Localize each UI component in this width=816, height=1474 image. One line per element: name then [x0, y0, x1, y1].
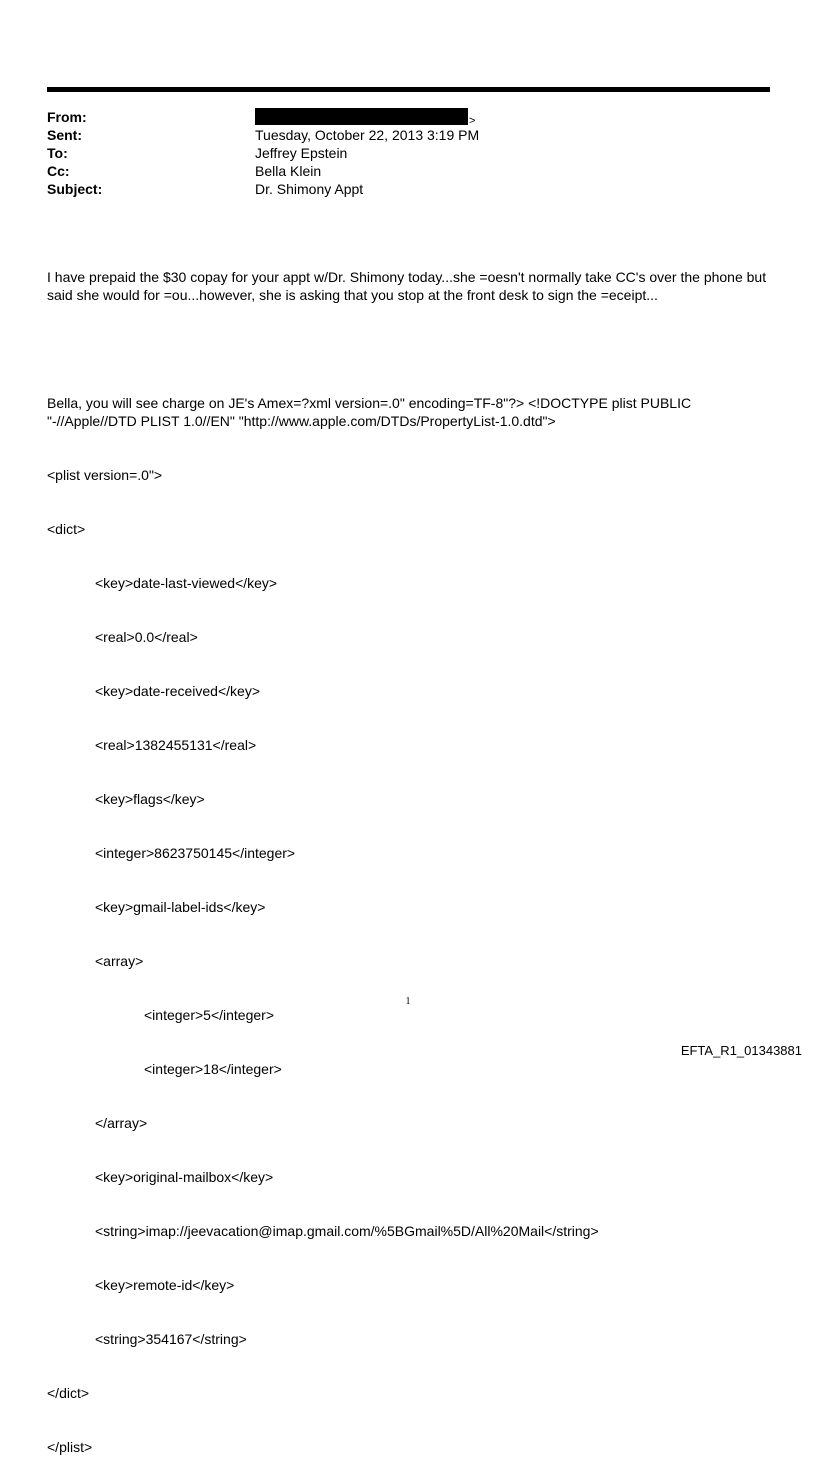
plist-line: <key>date-last-viewed</key> — [95, 575, 278, 591]
email-body — [47, 232, 772, 1474]
plist-line: <plist version=.0"> — [47, 467, 163, 483]
plist-line: <integer>8623750145</integer> — [95, 845, 296, 861]
from-row — [47, 108, 770, 126]
plist-line: </dict> — [47, 1385, 90, 1401]
from-label: From: — [47, 109, 87, 125]
plist-line: <string>354167</string> — [95, 1331, 247, 1347]
plist-line: <key>flags</key> — [95, 791, 205, 807]
to-label: To: — [47, 145, 68, 161]
plist-line: <dict> — [47, 521, 86, 537]
cc-value: Bella Klein — [255, 163, 322, 179]
plist-line: <key>remote-id</key> — [95, 1277, 235, 1293]
subject-label: Subject: — [47, 181, 103, 197]
cc-row — [47, 162, 770, 180]
header-divider — [47, 87, 770, 92]
paragraph-spacer — [47, 340, 772, 358]
plist-line: <integer>5</integer> — [144, 1007, 274, 1023]
plist-line: </plist> — [47, 1439, 93, 1455]
from-suffix: > — [469, 115, 476, 127]
cc-label: Cc: — [47, 163, 70, 179]
plist-line: </array> — [95, 1115, 148, 1131]
plist-line: <integer>18</integer> — [144, 1061, 282, 1077]
plist-line: <real>0.0</real> — [95, 629, 198, 645]
plist-line: <key>date-received</key> — [95, 683, 260, 699]
plist-line: <array> — [95, 953, 144, 969]
body-paragraph: Bella, you will see charge on JE's Amex=?xml version=.0" encoding=TF-8"?> <!DOCTYPE plist PUBLIC "-//Apple//DTD PLIST 1.0//EN" "http://www.apple.com/DTDs/PropertyList-1.0.dtd"> — [47, 395, 695, 429]
redaction-block — [255, 108, 468, 125]
plist-line: <key>gmail-label-ids</key> — [95, 899, 266, 915]
sent-value: Tuesday, October 22, 2013 3:19 PM — [255, 127, 480, 143]
plist-line: <real>1382455131</real> — [95, 737, 257, 753]
from-value — [255, 108, 770, 126]
plist-line: <key>original-mailbox</key> — [95, 1169, 274, 1185]
to-row — [47, 144, 770, 162]
document-id: EFTA_R1_01343881 — [680, 1043, 802, 1058]
subject-value: Dr. Shimony Appt — [255, 181, 364, 197]
body-paragraph: I have prepaid the $30 copay for your appt w/Dr. Shimony today...she =oesn't normally take CC's over the phone but said she would for =ou...however, she is asking that you stop at the front desk to sign the =eceipt... — [47, 269, 770, 303]
plist-line: <string>imap://jeevacation@imap.gmail.com/%5BGmail%5D/All%20Mail</string> — [95, 1223, 599, 1239]
sent-row — [47, 126, 770, 144]
subject-row — [47, 180, 770, 198]
sent-label: Sent: — [47, 127, 82, 143]
page-number: 1 — [405, 996, 411, 1007]
email-header — [47, 108, 770, 198]
to-value: Jeffrey Epstein — [255, 145, 348, 161]
